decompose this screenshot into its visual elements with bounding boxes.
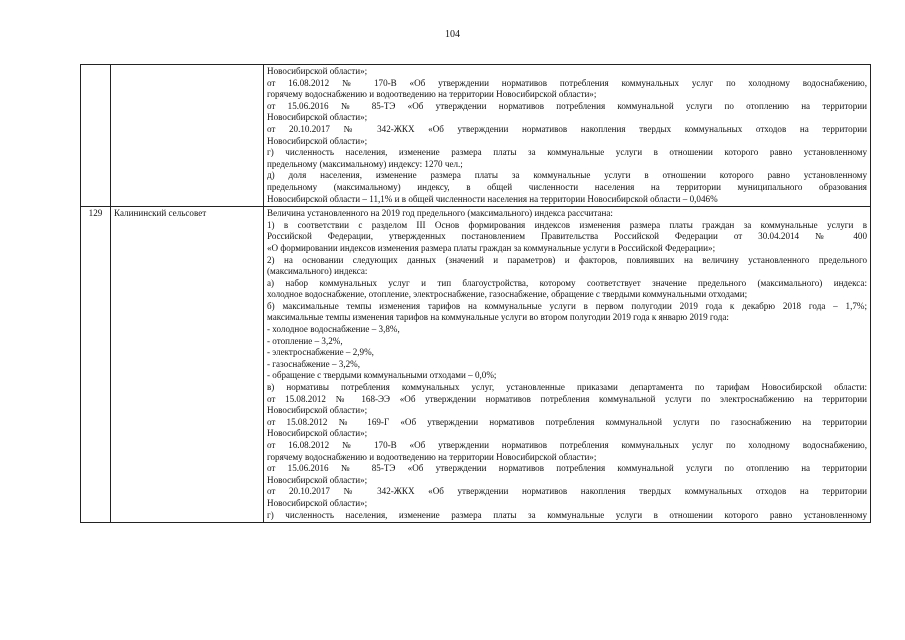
text-line: от 20.10.2017 № 342-ЖКХ «Об утверждении нормативов накопления твердых коммунальных отходов на территории — [267, 123, 867, 134]
text-line: в) нормативы потребления коммунальных услуг, установленные приказами департамента по тарифам Новосибирской области: — [267, 382, 867, 393]
table-body — [81, 65, 871, 523]
text-line: - холодное водоснабжение – 3,8%, — [267, 324, 400, 335]
text-line: Величина установленного на 2019 год предельного (максимального) индекса рассчитана: — [267, 208, 613, 219]
text-line: от 16.08.2012 № 170-В «Об утверждении нормативов потребления коммунальных услуг по холодному водоснабжению, — [267, 440, 867, 450]
text-line: д) доля населения, изменение размера платы за коммунальные услуги в отношении которого равно установленному — [267, 170, 867, 181]
text-line: от 15.06.2016 № 85-ТЭ «Об утверждении нормативов потребления коммунальной услуги по отоплению на территории — [267, 100, 867, 111]
text-line: - отопление – 3,2%, — [267, 335, 343, 346]
text-line: горячему водоснабжению и водоотведению на территории Новосибирской области»; — [267, 451, 597, 462]
text-line: Новосибирской области»; — [267, 135, 368, 146]
text-line: Новосибирской области – 11,1% и в общей численности населения на территории Новосибирской области – 0,046% — [267, 193, 718, 204]
description-cell — [264, 207, 871, 523]
municipality-name-cell: Калининский сельсовет — [111, 207, 264, 523]
table-row — [81, 207, 871, 523]
text-line: горячему водоснабжению и водоотведению на территории Новосибирской области»; — [267, 89, 597, 100]
text-line: от 15.08.2012 № 168-ЭЭ «Об утверждении нормативов потребления коммунальной услуги по электроснабжению на территории — [267, 393, 867, 404]
text-line: г) численность населения, изменение размера платы за коммунальные услуги в отношении которого равно установленному — [267, 509, 867, 520]
text-line: холодное водоснабжение, отопление, электроснабжение, газоснабжение, обращение с твердыми коммунальными отходами; — [267, 289, 748, 300]
text-line: Новосибирской области»; — [267, 66, 368, 76]
text-line: б) максимальные темпы изменения тарифов на коммунальные услуги в первом полугодии 2019 года к декабрю 2018 года – 1,7%; — [267, 300, 867, 311]
text-line: Новосибирской области»; — [267, 497, 368, 508]
text-line: предельному (максимальному) индексу: 1270 чел.; — [267, 158, 463, 169]
text-line: от 15.06.2016 № 85-ТЭ «Об утверждении нормативов потребления коммунальной услуги по отоплению на территории — [267, 463, 867, 474]
row-number-cell: 129 — [81, 207, 111, 523]
text-line: Новосибирской области»; — [267, 112, 368, 123]
text-line: максимальные темпы изменения тарифов на коммунальные услуги во втором полугодии 2019 года к январю 2019 года: — [267, 312, 729, 323]
text-line: от 15.08.2012 № 169-Г «Об утверждении нормативов потребления коммунальной услуги по газоснабжению на территории — [267, 416, 867, 427]
text-line: Новосибирской области»; — [267, 405, 368, 416]
text-line: (максимального) индекса: — [267, 266, 368, 277]
table-row — [81, 65, 871, 207]
row-number-cell — [81, 65, 111, 207]
description-cell — [264, 65, 871, 207]
text-line: Новосибирской области»; — [267, 474, 368, 485]
page-number: 104 — [445, 29, 460, 40]
text-line: Новосибирской области»; — [267, 428, 368, 439]
text-line: Российской Федерации, утвержденных постановлением Правительства Российской Федерации от 30.04.2014 № 400 — [267, 231, 867, 242]
text-line: - обращение с твердыми коммунальными отходами – 0,0%; — [267, 370, 497, 381]
municipality-name-cell — [111, 65, 264, 207]
text-line: - электроснабжение – 2,9%, — [267, 347, 374, 358]
text-line: а) набор коммунальных услуг и тип благоустройства, которому соответствует значение предельного (максимального) индекса: — [267, 277, 867, 288]
text-line: - газоснабжение – 3,2%, — [267, 358, 360, 369]
document-table — [80, 64, 871, 523]
text-line: от 16.08.2012 № 170-В «Об утверждении нормативов потребления коммунальных услуг по холодному водоснабжению, — [267, 77, 867, 88]
text-line: «О формировании индексов изменения размера платы граждан за коммунальные услуги в Российской Федерации»; — [267, 242, 716, 253]
text-line: 1) в соответствии с разделом III Основ формирования индексов изменения размера платы граждан за коммунальные услуги в — [267, 219, 867, 230]
text-line: г) численность населения, изменение размера платы за коммунальные услуги в отношении которого равно установленному — [267, 147, 867, 158]
text-line: от 20.10.2017 № 342-ЖКХ «Об утверждении нормативов накопления твердых коммунальных отходов на территории — [267, 486, 867, 497]
text-line: предельному (максимальному) индексу, в общей численности населения на территории муниципального образования — [267, 181, 867, 192]
text-line: 2) на основании следующих данных (значений и параметров) и факторов, повлиявших на величину установленного предельного — [267, 254, 867, 265]
